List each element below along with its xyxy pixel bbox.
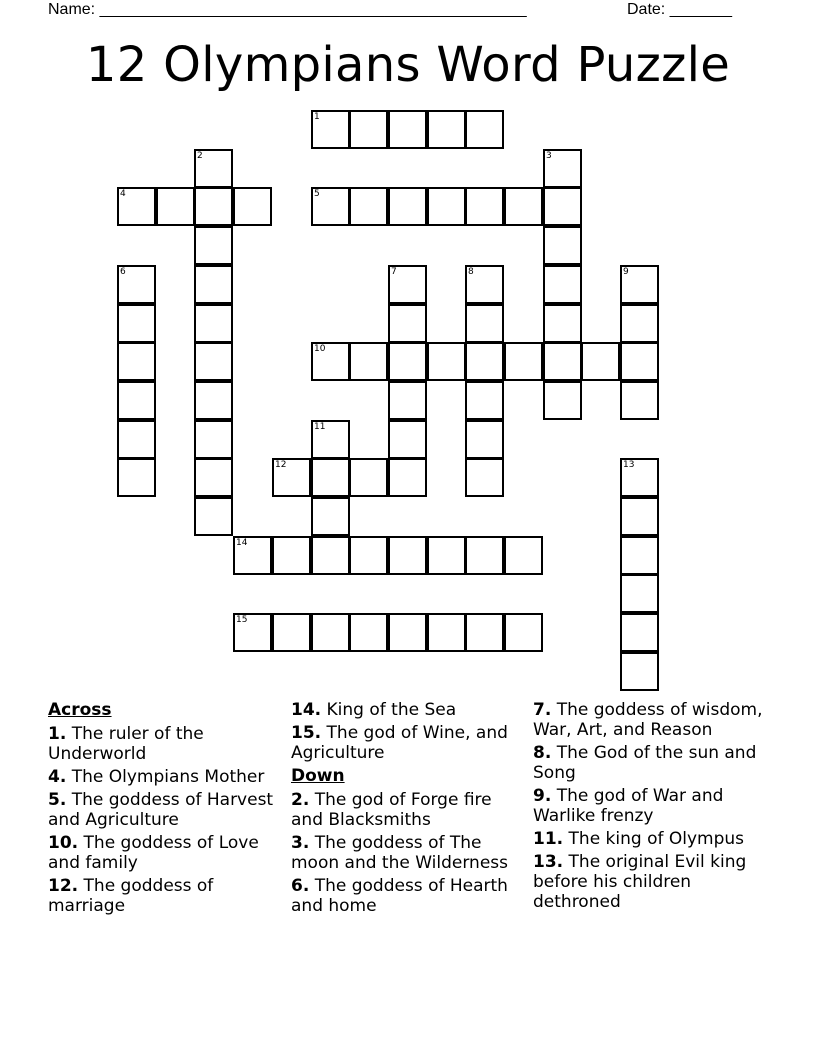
grid-cell[interactable] [620,613,659,652]
grid-cell[interactable] [388,420,427,459]
clue-text: The goddess of wisdom, War, Art, and Reason [533,700,763,740]
grid-cell[interactable] [349,187,388,226]
grid-cell[interactable] [620,458,659,497]
grid-cell[interactable] [194,458,233,497]
across-clue-list-continued [291,700,523,763]
grid-cell[interactable] [581,342,620,381]
clue-item [533,743,763,783]
clue-number: 1. [48,724,67,744]
clue-item [291,876,523,916]
grid-cell[interactable] [117,304,156,343]
grid-cell[interactable] [311,420,350,459]
clue-text: The goddess of Harvest and Agriculture [48,790,274,830]
grid-cell[interactable] [117,187,156,226]
grid-cell[interactable] [465,265,504,304]
clue-item [533,786,763,826]
page-title: 12 Olympians Word Puzzle [85,37,731,93]
grid-cell[interactable] [117,420,156,459]
date-field-label: Date: _______ [627,1,732,18]
grid-cell[interactable] [272,613,311,652]
clue-item [291,790,523,830]
name-field-label: Name: ________________________________________________ [48,1,527,18]
grid-cell[interactable] [620,536,659,575]
grid-cell[interactable] [388,536,427,575]
grid-cell[interactable] [194,420,233,459]
clue-text: King of the Sea [321,700,457,720]
cell-number: 5 [314,189,320,199]
clue-item [533,700,763,740]
grid-cell[interactable] [156,187,195,226]
grid-cell[interactable] [465,458,504,497]
grid-cell[interactable] [465,381,504,420]
clue-text: The God of the sun and Song [533,743,757,783]
cell-number: 7 [391,267,397,277]
grid-cell[interactable] [620,265,659,304]
grid-cell[interactable] [194,497,233,536]
clue-column-1 [48,700,278,919]
clue-text: The god of Forge fire and Blacksmiths [291,790,492,830]
across-clue-list [48,724,278,916]
grid-cell[interactable] [465,342,504,381]
grid-cell[interactable] [427,342,466,381]
cell-number: 4 [120,189,126,199]
grid-cell[interactable] [117,458,156,497]
across-heading: Across [48,700,112,720]
grid-cell[interactable] [272,536,311,575]
grid-cell[interactable] [194,342,233,381]
grid-cell[interactable] [194,187,233,226]
grid-cell[interactable] [427,187,466,226]
grid-cell[interactable] [620,381,659,420]
grid-cell[interactable] [504,613,543,652]
grid-cell[interactable] [233,536,272,575]
clue-item [48,767,278,787]
clue-text: The Olympians Mother [66,767,265,787]
clue-text: The original Evil king before his children dethroned [533,852,747,912]
clue-number: 13. [533,852,564,872]
grid-cell[interactable] [388,458,427,497]
grid-cell[interactable] [543,226,582,265]
grid-cell[interactable] [427,613,466,652]
clue-item [291,833,523,873]
grid-cell[interactable] [465,420,504,459]
clue-item [291,723,523,763]
clue-number: 3. [291,833,310,853]
clue-column-2 [291,700,523,919]
clue-text: The god of War and Warlike frenzy [533,786,724,826]
cell-number: 14 [236,538,248,548]
grid-cell[interactable] [117,342,156,381]
grid-cell[interactable] [349,110,388,149]
grid-cell[interactable] [311,613,350,652]
clue-number: 15. [291,723,322,743]
clue-text: The goddess of Love and family [48,833,259,873]
clue-text: The ruler of the Underworld [48,724,204,764]
clue-text: The goddess of marriage [48,876,214,916]
grid-cell[interactable] [233,187,272,226]
cell-number: 13 [623,460,635,470]
cell-number: 9 [623,267,629,277]
grid-cell[interactable] [311,497,350,536]
grid-cell[interactable] [543,265,582,304]
grid-cell[interactable] [194,149,233,188]
grid-cell[interactable] [388,265,427,304]
clue-item [533,852,763,912]
grid-cell[interactable] [349,458,388,497]
down-clue-list [291,790,523,916]
cell-number: 11 [314,422,326,432]
grid-cell[interactable] [311,536,350,575]
cell-number: 15 [236,615,248,625]
clue-number: 12. [48,876,79,896]
clue-item [48,790,278,830]
grid-cell[interactable] [311,187,350,226]
clue-item [291,700,523,720]
grid-cell[interactable] [388,304,427,343]
clue-number: 14. [291,700,322,720]
clue-number: 8. [533,743,552,763]
grid-cell[interactable] [504,187,543,226]
clue-item [533,829,763,849]
clue-text: The king of Olympus [563,829,745,849]
grid-cell[interactable] [465,187,504,226]
grid-cell[interactable] [427,536,466,575]
clue-number: 6. [291,876,310,896]
grid-cell[interactable] [388,110,427,149]
grid-cell[interactable] [504,342,543,381]
cell-number: 3 [546,151,552,161]
grid-cell[interactable] [465,304,504,343]
grid-cell[interactable] [194,381,233,420]
grid-cell[interactable] [504,536,543,575]
grid-cell[interactable] [194,265,233,304]
grid-cell[interactable] [388,187,427,226]
clue-number: 10. [48,833,79,853]
clue-column-3 [533,700,763,915]
grid-cell[interactable] [543,304,582,343]
clue-item [48,833,278,873]
grid-cell[interactable] [272,458,311,497]
grid-cell[interactable] [388,381,427,420]
grid-cell[interactable] [349,342,388,381]
clue-item [48,876,278,916]
clue-number: 9. [533,786,552,806]
grid-cell[interactable] [620,497,659,536]
grid-cell[interactable] [349,536,388,575]
grid-cell[interactable] [427,110,466,149]
clue-text: The goddess of Hearth and home [291,876,508,916]
grid-cell[interactable] [543,187,582,226]
clue-number: 4. [48,767,67,787]
clue-text: The goddess of The moon and the Wilderness [291,833,508,873]
grid-cell[interactable] [388,342,427,381]
grid-cell[interactable] [620,304,659,343]
grid-cell[interactable] [311,342,350,381]
clue-item [48,724,278,764]
grid-cell[interactable] [543,149,582,188]
grid-cell[interactable] [117,265,156,304]
cell-number: 10 [314,344,326,354]
grid-cell[interactable] [311,110,350,149]
clue-text: The god of Wine, and Agriculture [291,723,508,763]
grid-cell[interactable] [465,110,504,149]
grid-cell[interactable] [620,652,659,691]
down-heading: Down [291,766,345,786]
clue-number: 7. [533,700,552,720]
grid-cell[interactable] [465,536,504,575]
grid-cell[interactable] [233,613,272,652]
grid-cell[interactable] [194,304,233,343]
grid-cell[interactable] [620,342,659,381]
grid-cell[interactable] [620,574,659,613]
cell-number: 1 [314,112,320,122]
clue-number: 11. [533,829,564,849]
cell-number: 12 [275,460,287,470]
cell-number: 8 [468,267,474,277]
grid-cell[interactable] [194,226,233,265]
grid-cell[interactable] [543,342,582,381]
cell-number: 2 [197,151,203,161]
down-clue-list-continued [533,700,763,912]
clue-number: 5. [48,790,67,810]
cell-number: 6 [120,267,126,277]
grid-cell[interactable] [465,613,504,652]
grid-cell[interactable] [349,613,388,652]
grid-cell[interactable] [543,381,582,420]
clue-number: 2. [291,790,310,810]
grid-cell[interactable] [311,458,350,497]
grid-cell[interactable] [117,381,156,420]
grid-cell[interactable] [388,613,427,652]
